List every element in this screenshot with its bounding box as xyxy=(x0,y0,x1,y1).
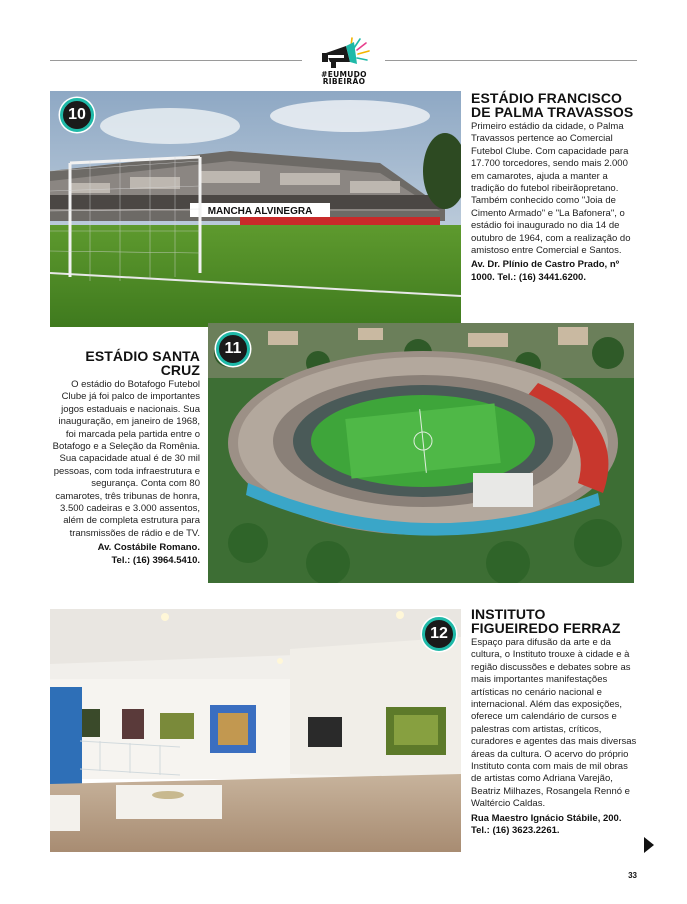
hashtag-line-1: #EUMUDO xyxy=(321,70,367,79)
section-body: Espaço para difusão da arte e da cultura, o Instituto trouxe à cidade e à região discussões e debates sobre as mais importantes manifestações artísticas no cenário nacional e internacional. Além das exposições, oferece um calendário de cursos e palestras com artistas, críticos, curadores e agentes das mais diversas áreas da cultura. O acervo do próprio Instituto conta com mais de mil obras de artistas como Adriana Varejão, Beatriz Milhazes, Rosangela Rennó e Waltércio Caldas. xyxy=(471,637,637,810)
address-line-1: Rua Maestro Ignácio Stábile, 200. xyxy=(471,812,622,824)
title-line-1: ESTÁDIO FRANCISCO xyxy=(471,90,623,106)
page-number: 33 xyxy=(628,871,637,880)
section-number-badge: 10 xyxy=(60,98,94,132)
section-body: Primeiro estádio da cidade, o Palma Travassos pertence ao Comercial Futebol Clube. Com capacidade para 17.700 torcedores, sendo mais 2.000 em camarotes, ajuda a manter a tradição do futebol ribeirãopretano. Também conhecido como "Joia de Cimento Armado" e "La Bafonera", o estádio foi inaugurado no dia 14 de outubro de 1964, com a realização do amistoso entre Comercial e Santos. xyxy=(471,121,631,257)
section-address xyxy=(471,813,637,838)
section-title: ESTÁDIO SANTA CRUZ xyxy=(85,348,200,378)
figueiredo-ferraz-text-block xyxy=(471,607,637,838)
figueiredo-ferraz-gallery-photo xyxy=(50,609,461,852)
section-address xyxy=(50,542,200,567)
hashtag-line-2: RIBEIRÃO xyxy=(322,77,366,86)
santa-cruz-stadium-photo xyxy=(208,323,634,583)
section-number-badge: 11 xyxy=(216,332,250,366)
stadium-banner-text: MANCHA ALVINEGRA xyxy=(207,206,313,217)
section-body: O estádio do Botafogo Futebol Clube já foi palco de importantes jogos estaduais e nacionais. Sua inauguração, em janeiro de 1968, foi marcada pela partida entre o Botafogo e a Seleção da Romênia. Sua capacidade atual é de 30 mil pessoas, com toda infraestrutura e segurança. Conta com 80 camarotes, três tribunas de honra, 3.500 cadeiras e 3.000 assentos, além de completa estrutura para transmissões de rádio e de TV. xyxy=(52,379,200,539)
title-line-1: INSTITUTO xyxy=(471,606,546,622)
section-title xyxy=(471,91,637,119)
section-title xyxy=(471,607,637,635)
section-address: Av. Dr. Plínio de Castro Prado, nº 1000. Tel.: (16) 3441.6200. xyxy=(471,259,620,283)
address-line-2: Tel.: (16) 3623.2261. xyxy=(471,825,560,837)
address-line-2: Tel.: (16) 3964.5410. xyxy=(111,554,200,566)
header-rule-left xyxy=(50,60,302,61)
campaign-hashtag xyxy=(312,71,376,85)
stadium-goal-image xyxy=(50,91,461,327)
palma-travassos-stadium-photo xyxy=(50,91,461,327)
title-line-2: FIGUEIREDO FERRAZ xyxy=(471,620,621,636)
next-page-arrow-icon[interactable] xyxy=(644,837,654,853)
palma-travassos-text-block xyxy=(471,91,637,284)
aerial-stadium-image xyxy=(208,323,634,583)
gallery-interior-image xyxy=(50,609,461,852)
santa-cruz-text-block xyxy=(50,349,200,567)
section-number-badge: 12 xyxy=(422,617,456,651)
address-line-1: Av. Costábile Romano. xyxy=(97,542,200,554)
header-rule-right xyxy=(385,60,637,61)
title-line-2: DE PALMA TRAVASSOS xyxy=(471,104,634,120)
